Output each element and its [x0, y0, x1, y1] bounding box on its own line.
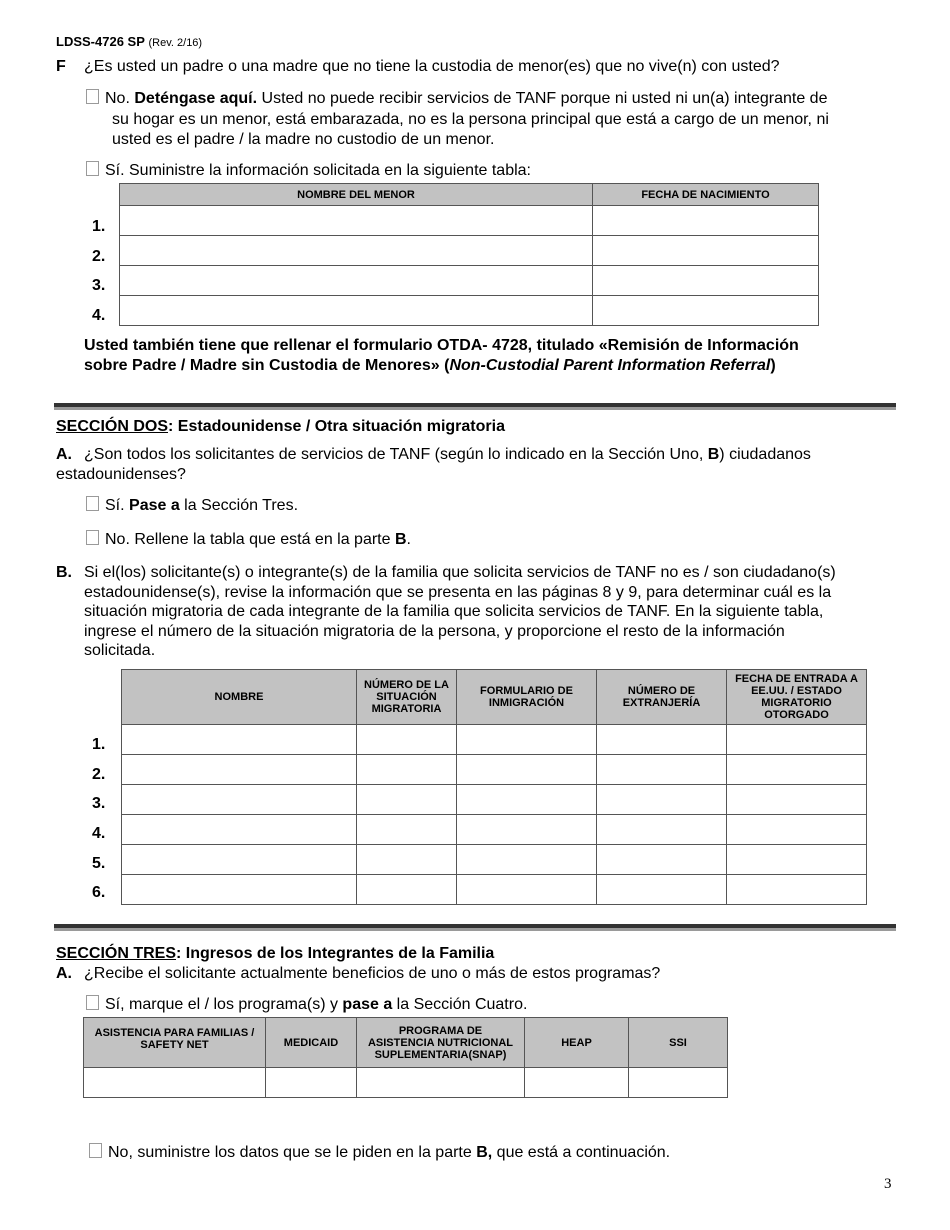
medicaid-cell[interactable]: [266, 1068, 357, 1098]
immigration-form-cell[interactable]: [457, 875, 597, 905]
name-cell[interactable]: [122, 845, 357, 875]
section-three-a-letter: A.: [56, 965, 72, 982]
row-number: 3.: [92, 277, 106, 294]
alien-number-cell[interactable]: [597, 785, 727, 815]
entry-date-cell[interactable]: [727, 785, 867, 815]
section-three-a-question: ¿Recibe el solicitante actualmente beneficios de uno o más de estos programas?: [84, 965, 661, 982]
no-checkbox[interactable]: [86, 89, 99, 104]
row-number: 4.: [92, 307, 106, 324]
heap-cell[interactable]: [525, 1068, 629, 1098]
option-no-line2: su hogar es un menor, está embarazada, no es la persona principal que está a cargo de un menor, ni: [112, 111, 829, 128]
row-number: 4.: [92, 825, 106, 842]
row-number: 1.: [92, 218, 106, 235]
section-two-b-line1: Si el(los) solicitante(s) o integrante(s) de la familia que solicita servicios de TANF no es / son ciudadano(s): [84, 564, 836, 581]
section-two-a-question: ¿Son todos los solicitantes de servicios de TANF (según lo indicado en la Sección Uno, B) ciudadanos: [84, 446, 811, 463]
status-number-cell[interactable]: [357, 845, 457, 875]
header-family-assistance: ASISTENCIA PARA FAMILIAS / SAFETY NET: [84, 1018, 266, 1068]
header-alien-number: NÚMERO DE EXTRANJERÍA: [597, 670, 727, 725]
name-cell[interactable]: [122, 755, 357, 785]
child-name-cell[interactable]: [120, 266, 593, 296]
alien-number-cell[interactable]: [597, 875, 727, 905]
birth-date-cell[interactable]: [593, 266, 819, 296]
birth-date-cell[interactable]: [593, 206, 819, 236]
entry-date-cell[interactable]: [727, 815, 867, 845]
section-two-b-line3: situación migratoria de cada integrante de la familia que solicita servicios de TANF. En la siguiente tabla,: [84, 603, 824, 620]
header-snap: PROGRAMA DE ASISTENCIA NUTRICIONAL SUPLEMENTARIA(SNAP): [357, 1018, 525, 1068]
section-two-a-question-line2: estadounidenses?: [56, 466, 186, 483]
table-row: [122, 875, 867, 905]
immigration-form-cell[interactable]: [457, 725, 597, 755]
children-table: [119, 183, 819, 326]
programs-table: [83, 1017, 728, 1098]
table-row: [122, 755, 867, 785]
table-row: [84, 1068, 728, 1098]
table-row: [122, 725, 867, 755]
yes-checkbox[interactable]: [86, 496, 99, 511]
status-number-cell[interactable]: [357, 725, 457, 755]
birth-date-cell[interactable]: [593, 236, 819, 266]
section-divider-shade: [54, 407, 896, 410]
yes-checkbox[interactable]: [86, 161, 99, 176]
alien-number-cell[interactable]: [597, 755, 727, 785]
family-assistance-cell[interactable]: [84, 1068, 266, 1098]
header-heap: HEAP: [525, 1018, 629, 1068]
section-two-b-line5: solicitada.: [84, 642, 156, 659]
yes-checkbox[interactable]: [86, 995, 99, 1010]
alien-number-cell[interactable]: [597, 845, 727, 875]
birth-date-cell[interactable]: [593, 296, 819, 326]
row-number: 2.: [92, 766, 106, 783]
name-cell[interactable]: [122, 725, 357, 755]
section-f-question: ¿Es usted un padre o una madre que no tiene la custodia de menor(es) que no vive(n) con usted?: [84, 58, 780, 75]
alien-number-cell[interactable]: [597, 815, 727, 845]
entry-date-cell[interactable]: [727, 755, 867, 785]
row-number: 6.: [92, 884, 106, 901]
entry-date-cell[interactable]: [727, 725, 867, 755]
form-revision: (Rev. 2/16): [148, 37, 203, 49]
header-child-name: NOMBRE DEL MENOR: [120, 184, 593, 206]
ssi-cell[interactable]: [629, 1068, 728, 1098]
form-header: [56, 34, 202, 49]
entry-date-cell[interactable]: [727, 875, 867, 905]
section-two-a-yes: Sí. Pase a la Sección Tres.: [86, 496, 298, 515]
header-ssi: SSI: [629, 1018, 728, 1068]
immigration-form-cell[interactable]: [457, 845, 597, 875]
name-cell[interactable]: [122, 785, 357, 815]
name-cell[interactable]: [122, 815, 357, 845]
no-checkbox[interactable]: [89, 1143, 102, 1158]
name-cell[interactable]: [122, 875, 357, 905]
section-f-option-yes: Sí. Suministre la información solicitada en la siguiente tabla:: [86, 161, 531, 180]
table-row: [120, 296, 819, 326]
table-row: [122, 785, 867, 815]
table-row: [120, 236, 819, 266]
section-f-option-no: No. Deténgase aquí. Usted no puede recibir servicios de TANF porque ni usted ni un(a) integrante de: [86, 89, 827, 108]
section-two-title: SECCIÓN DOS: Estadounidense / Otra situación migratoria: [56, 418, 505, 435]
notice-line1: Usted también tiene que rellenar el formulario OTDA- 4728, titulado «Remisión de Información: [84, 337, 799, 354]
header-entry-date: FECHA DE ENTRADA A EE.UU. / ESTADO MIGRATORIO OTORGADO: [727, 670, 867, 725]
child-name-cell[interactable]: [120, 206, 593, 236]
section-two-b-line4: ingrese el número de la situación migratoria de la persona, y proporcione el resto de la información: [84, 623, 785, 640]
header-name: NOMBRE: [122, 670, 357, 725]
section-three-a-yes: Sí, marque el / los programa(s) y pase a la Sección Cuatro.: [86, 995, 527, 1014]
section-two-a-letter: A.: [56, 446, 72, 463]
no-checkbox[interactable]: [86, 530, 99, 545]
table-row: [122, 815, 867, 845]
header-immigration-form: FORMULARIO DE INMIGRACIÓN: [457, 670, 597, 725]
section-two-a-no: No. Rellene la tabla que está en la parte B.: [86, 530, 411, 549]
table-row: [120, 206, 819, 236]
section-two-b-line2: estadounidense(s), revise la información que se presenta en las páginas 8 y 9, para determinar cuál es la: [84, 584, 832, 601]
child-name-cell[interactable]: [120, 296, 593, 326]
table-row: [122, 845, 867, 875]
option-no-line3: usted es el padre / la madre no custodio de un menor.: [112, 131, 495, 148]
table-row: [120, 266, 819, 296]
row-number: 5.: [92, 855, 106, 872]
immigration-form-cell[interactable]: [457, 815, 597, 845]
header-medicaid: MEDICAID: [266, 1018, 357, 1068]
child-name-cell[interactable]: [120, 236, 593, 266]
section-two-b-letter: B.: [56, 564, 72, 581]
section-divider-shade: [54, 928, 896, 931]
immigration-form-cell[interactable]: [457, 785, 597, 815]
row-number: 1.: [92, 736, 106, 753]
header-birth-date: FECHA DE NACIMIENTO: [593, 184, 819, 206]
row-number: 2.: [92, 248, 106, 265]
section-f-letter: F: [56, 58, 66, 75]
status-number-cell[interactable]: [357, 785, 457, 815]
immigration-table: [121, 669, 867, 905]
notice-line2: sobre Padre / Madre sin Custodia de Menores» (Non-Custodial Parent Information Referral): [84, 357, 776, 374]
immigration-form-cell[interactable]: [457, 755, 597, 785]
snap-cell[interactable]: [357, 1068, 525, 1098]
alien-number-cell[interactable]: [597, 725, 727, 755]
status-number-cell[interactable]: [357, 875, 457, 905]
status-number-cell[interactable]: [357, 755, 457, 785]
entry-date-cell[interactable]: [727, 845, 867, 875]
form-code: LDSS-4726 SP: [56, 34, 145, 49]
status-number-cell[interactable]: [357, 815, 457, 845]
row-number: 3.: [92, 795, 106, 812]
section-three-a-no: No, suministre los datos que se le piden en la parte B, que está a continuación.: [89, 1143, 670, 1162]
header-status-number: NÚMERO DE LA SITUACIÓN MIGRATORIA: [357, 670, 457, 725]
page-number: 3: [884, 1176, 892, 1192]
section-three-title: SECCIÓN TRES: Ingresos de los Integrantes de la Familia: [56, 945, 495, 962]
